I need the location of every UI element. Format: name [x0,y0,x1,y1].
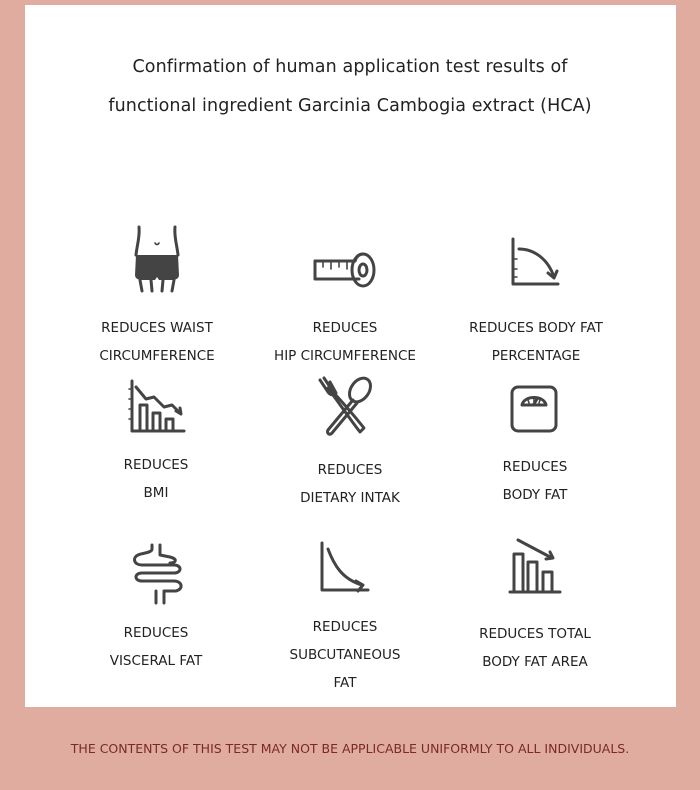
label-line: REDUCES BODY FAT [469,320,603,336]
label-line: REDUCES [502,459,568,475]
label-line: CIRCUMFERENCE [99,348,215,364]
intestine-icon [130,543,186,605]
label-line: BMI [143,485,169,501]
title-line-1: Confirmation of human application test results of [132,57,568,77]
waist-icon [131,225,183,293]
label-line: SUBCUTANEOUS [289,647,401,663]
label-line: DIETARY INTAK [300,490,400,506]
label-line: REDUCES [312,619,378,635]
label-line: REDUCES [123,625,189,641]
label-hip [235,314,455,370]
label-visceral-fat [46,619,266,675]
label-body-fat [425,453,645,509]
label-body-fat-percentage [426,314,646,370]
scale-icon [510,385,558,433]
label-total-body-fat-area [425,620,645,676]
bar-chart-down-icon [508,538,562,594]
label-line: VISCERAL FAT [109,653,203,669]
label-line: PERCENTAGE [491,348,581,364]
label-line: BODY FAT [502,487,568,503]
fork-spoon-icon [316,376,374,436]
label-line: REDUCES [123,457,189,473]
label-line: REDUCES [317,462,383,478]
label-waist [47,314,267,370]
decreasing-curve-icon [320,541,370,593]
label-line: FAT [333,675,357,691]
measuring-tape-icon [313,251,377,291]
declining-bar-chart-icon [128,379,186,433]
label-subcutaneous-fat [235,613,455,697]
title-line-2: functional ingredient Garcinia Cambogia extract (HCA) [108,96,592,116]
label-bmi [46,451,266,507]
label-line: REDUCES TOTAL [479,626,591,642]
declining-curve-icon [510,237,560,287]
label-line: HIP CIRCUMFERENCE [274,348,416,364]
label-line: REDUCES WAIST [101,320,213,336]
label-line: BODY FAT AREA [482,654,588,670]
disclaimer-footer: THE CONTENTS OF THIS TEST MAY NOT BE APPLICABLE UNIFORMLY TO ALL INDIVIDUALS. [70,741,630,756]
label-line: REDUCES [312,320,378,336]
